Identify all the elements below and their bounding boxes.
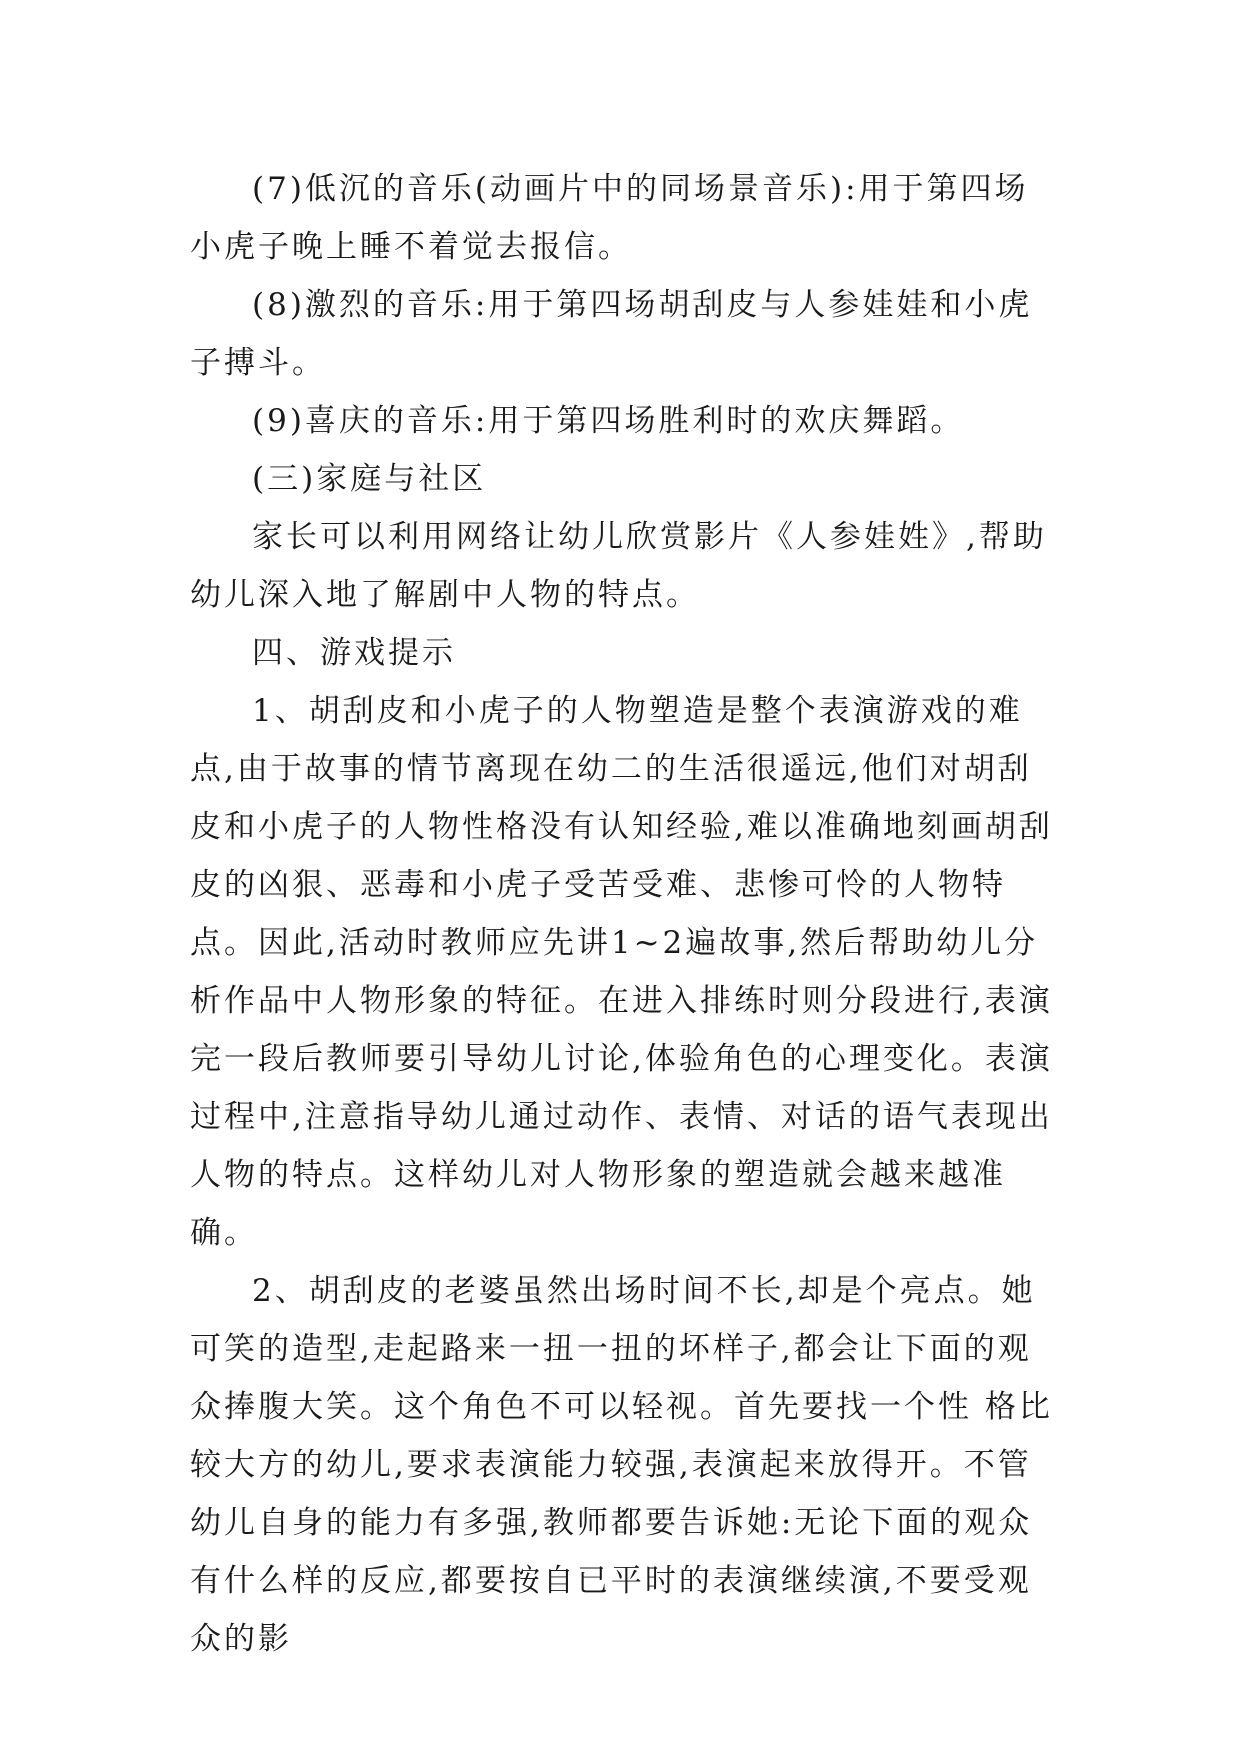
paragraph-family-community: 家长可以利用网络让幼儿欣赏影片《人参娃姓》,帮助幼儿深入地了解剧中人物的特点。: [190, 519, 1047, 613]
paragraph-music-7: (7)低沉的音乐(动画片中的同场景音乐):用于第四场小虎子晚上睡不着觉去报信。: [190, 171, 1029, 265]
paragraph-music-9: (9)喜庆的音乐:用于第四场胜利时的欢庆舞蹈。: [252, 403, 965, 439]
paragraph-tip-2: 2、胡刮皮的老婆虽然出场时间不长,却是个亮点。她可笑的造型,走起路来一扭一扭的坏样子,都会让下面的观众捧腹大笑。这个角色不可以轻视。首先要找一个性 格比较大方的幼儿,要求表演能力较强,表演起来放得开。不管幼儿自身的能力有多强,教师都要告诉她:无论下面的观众有什么样的反应,都要按自已平时的表演继续演,不要受观众的影: [190, 1273, 1053, 1657]
paragraph-tip-1: 1、胡刮皮和小虎子的人物塑造是整个表演游戏的难点,由于故事的情节离现在幼二的生活很遥远,他们对胡刮皮和小虎子的人物性格没有认知经验,难以准确地刻画胡刮皮的凶狠、恶毒和小虎子受苦受难、悲惨可怜的人物特点。因此,活动时教师应先讲1~2遍故事,然后帮助幼儿分析作品中人物形象的特征。在进入排练时则分段进行,表演完一段后教师要引导幼儿讨论,体验角色的心理变化。表演过程中,注意指导幼儿通过动作、表情、对话的语气表现出人物的特点。这样幼儿对人物形象的塑造就会越来越准确。: [190, 693, 1053, 1251]
section-heading-game-tips: 四、游戏提示: [252, 635, 456, 671]
document-body: [190, 160, 1060, 1668]
paragraph-music-8: (8)激烈的音乐:用于第四场胡刮皮与人参娃娃和小虎子搏斗。: [190, 287, 1033, 381]
section-heading-family-community: (三)家庭与社区: [252, 461, 487, 497]
